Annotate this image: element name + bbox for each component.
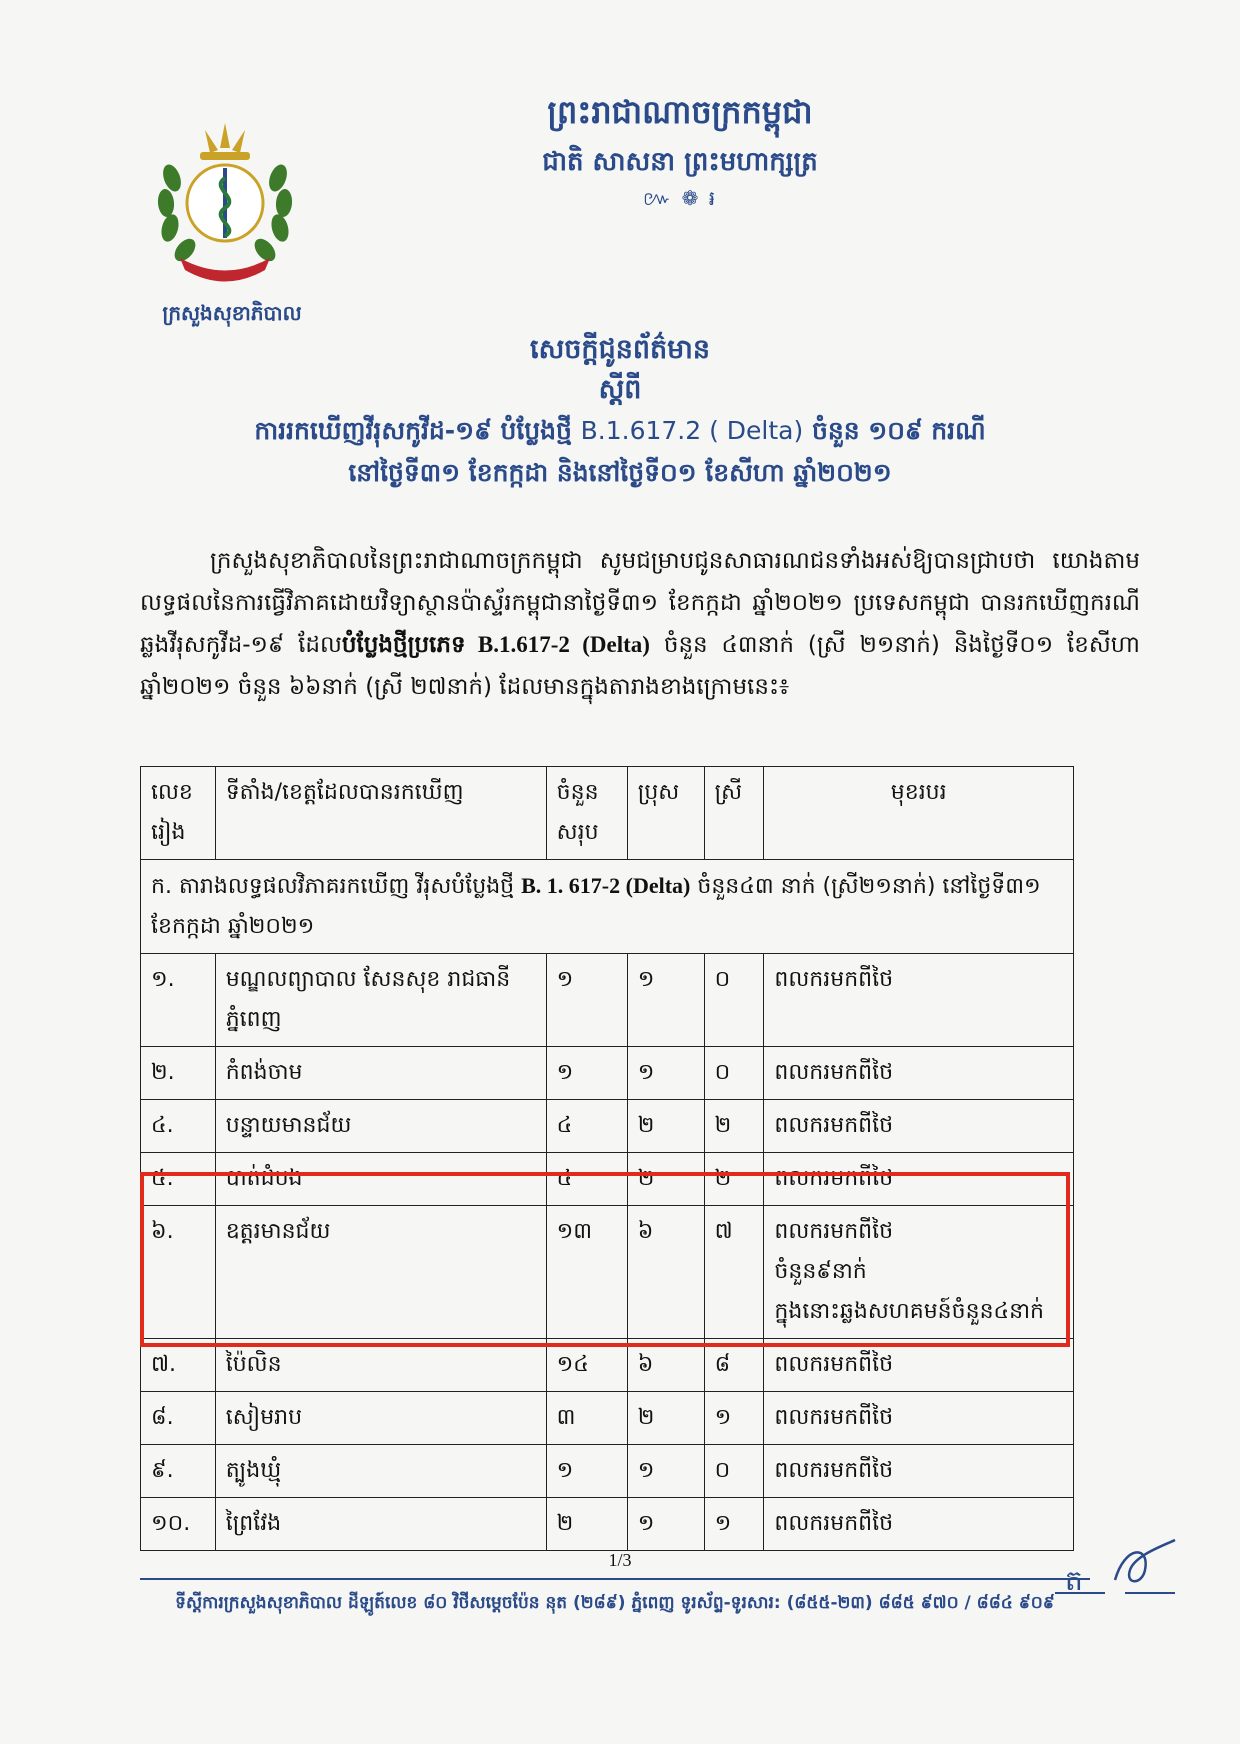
signature-initial: ត [1065,1564,1083,1597]
row-total: ១ [546,1047,627,1100]
row-place: ប៉ៃលិន [215,1339,546,1392]
header-total: ចំនួន សរុប [546,767,627,860]
row-female: ២ [704,1100,764,1153]
row-male: ១ [627,1047,704,1100]
intro-paragraph [140,540,1140,708]
table-row [141,1392,1074,1445]
row-note: ពលករមកពីថៃ [764,1047,1074,1100]
row-note: ពលករមកពីថៃ [764,1498,1074,1551]
intro-text-bold: បំប្លែងថ្មីប្រភេទ B.1.617-2 (Delta) [341,632,650,657]
row-male: ៦ [627,1339,704,1392]
kingdom-header [420,92,940,215]
title-line-3-a: ការរកឃើញវីរុសកូវីដ-១៩ បំប្លែងថ្មី [254,416,572,445]
row-female: ០ [704,1445,764,1498]
row-no: ៥. [141,1153,216,1206]
row-total: ១ [546,954,627,1047]
row-male: ១ [627,954,704,1047]
row-total: ២ [546,1498,627,1551]
section-title-b: ចំនួន៤៣ នាក់ (ស្រី២១នាក់) នៅថ្ងៃទី៣១ ខែកក្កដា ឆ្នាំ២០២១ [151,874,1041,939]
row-female: ៧ [704,1206,764,1339]
header-female: ស្រី [704,767,764,860]
intro-text-a: ក្រសួងសុខាភិបាលនៃព្រះរាជាណាចក្រកម្ពុជា សូមជម្រាបជូនសាធារណជនទាំងអស់ឱ្យបានជ្រាបថា យោងតាមលទ្ធផលនៃការធ្វើវិភាគដោយវិទ្យាស្ថានប៉ាស្ទ័រកម្ពុជានាថ្ងៃទី៣១ ខែកក្កដា ឆ្នាំ២០២១ ប្រទេសកម្ពុជា បានរកឃើញករណីឆ្លងវីរុសកូវីដ-១៩ ដែល [140,548,1140,658]
row-female: ១ [704,1498,764,1551]
row-no: ៨. [141,1392,216,1445]
row-total: ១៤ [546,1339,627,1392]
row-female: ២ [704,1153,764,1206]
row-note: ពលករមកពីថៃ [764,1339,1074,1392]
row-no: ៤. [141,1100,216,1153]
title-line-3-variant: B.1.617.2 ( Delta) [580,416,804,445]
row-note-line-2: ចំនួន៩នាក់ [774,1259,867,1284]
cases-table [140,766,1074,1551]
row-male: ៦ [627,1206,704,1339]
row-male: ១ [627,1445,704,1498]
row-no: ៩. [141,1445,216,1498]
section-title-a: ក. តារាងលទ្ធផលវិភាគរកឃើញ វីរុសបំប្លែងថ្មី [151,874,515,899]
row-note: ពលករមកពីថៃ [764,1153,1074,1206]
row-no: ៧. [141,1339,216,1392]
row-female: ០ [704,954,764,1047]
row-place: ត្បូងឃ្មុំ [215,1445,546,1498]
table-row [141,1153,1074,1206]
kingdom-title: ព្រះរាជាណាចក្រកម្ពុជា [547,93,813,131]
row-place: ឧត្តរមានជ័យ [215,1206,546,1339]
row-female: ៨ [704,1339,764,1392]
row-male: ២ [627,1392,704,1445]
row-note-line-3: ក្នុងនោះឆ្លងសហគមន៍ចំនួន៤នាក់ [774,1299,1045,1324]
row-note: ពលករមកពីថៃ [764,1445,1074,1498]
row-place: សៀមរាប [215,1392,546,1445]
row-total: ៤ [546,1153,627,1206]
table-header-row [141,767,1074,860]
row-total: ១៣ [546,1206,627,1339]
national-motto: ជាតិ សាសនា ព្រះមហាក្សត្រ [542,147,818,177]
ministry-name: ក្រសួងសុខាភិបាល [162,301,302,325]
row-female: ១ [704,1392,764,1445]
row-total: ៤ [546,1100,627,1153]
row-total: ១ [546,1445,627,1498]
header-place: ទីតាំង/ខេត្តដែលបានរកឃើញ [215,767,546,860]
header-no: លេខ រៀង [141,767,216,860]
row-note: ពលករមកពីថៃ [764,1392,1074,1445]
row-place: កំពង់ចាម [215,1047,546,1100]
row-no: ១០. [141,1498,216,1551]
document-title [140,330,1100,494]
row-no: ១. [141,954,216,1047]
row-no: ២. [141,1047,216,1100]
row-note: ពលករមកពីថៃ [764,954,1074,1047]
page-number: 1/3 [608,1550,632,1570]
row-place: មណ្ឌលព្យាបាល សែនសុខ រាជធានីភ្នំពេញ [215,954,546,1047]
header-note: មុខរបរ [764,767,1074,860]
title-line-4: នៅថ្ងៃទី៣១ ខែកក្កដា និងនៅថ្ងៃទី០១ ខែសីហា ឆ្នាំ២០២១ [348,458,892,487]
row-place: ព្រៃវែង [215,1498,546,1551]
row-no: ៦. [141,1206,216,1339]
table-row [141,1339,1074,1392]
row-note: ពលករមកពីថៃ [764,1100,1074,1153]
table-row [141,1047,1074,1100]
footer-address: ទីស្តីការក្រសួងសុខាភិបាល ដីឡូត៍លេខ ៨០ វិថីសម្តេចប៉ែន នុត (២៨៩) ភ្នំពេញ ទូរស័ព្ទ-ទូរសារ: (៨៥៥-២៣) ៨៨៥ ៩៧០ / ៨៨៤ ៩០៩ [175,1593,1055,1613]
table-row [141,1445,1074,1498]
title-line-3 [140,410,1100,452]
header-male: ប្រុស [627,767,704,860]
title-line-3-c: ចំនួន ១០៩ ករណី [811,416,986,445]
signature-initials-icon [1055,1535,1185,1605]
footer-divider [140,1578,1090,1580]
row-note [764,1206,1074,1339]
row-male: ១ [627,1498,704,1551]
row-female: ០ [704,1047,764,1100]
section-title-variant: B. 1. 617-2 (Delta) [521,873,691,898]
row-male: ២ [627,1100,704,1153]
table-row-highlighted [141,1206,1074,1339]
row-place: បាត់ដំបង [215,1153,546,1206]
title-line-1: សេចក្តីជូនព័ត៌មាន [530,334,710,365]
ministry-emblem-icon [150,118,300,288]
row-total: ៣ [546,1392,627,1445]
row-place: បន្ទាយមានជ័យ [215,1100,546,1153]
table-row [141,1498,1074,1551]
intro-text-b: ចំនួន ៤៣នាក់ (ស្រី ២១នាក់) និងថ្ងៃទី០១ ខែសីហា ឆ្នាំ២០២១ ចំនួន ៦៦នាក់ (ស្រី ២៧នាក់) ដែលមានក្នុងតារាងខាងក្រោមនេះ៖ [140,632,1140,700]
table-row [141,1100,1074,1153]
section-row [141,860,1074,954]
row-male: ២ [627,1153,704,1206]
ornament-divider: ៚ ❁ ៛ [642,186,718,210]
table-row [141,954,1074,1047]
row-note-line-1: ពលករមកពីថៃ [774,1219,894,1244]
section-title [141,860,1074,954]
title-line-2: ស្តីពី [598,374,642,405]
